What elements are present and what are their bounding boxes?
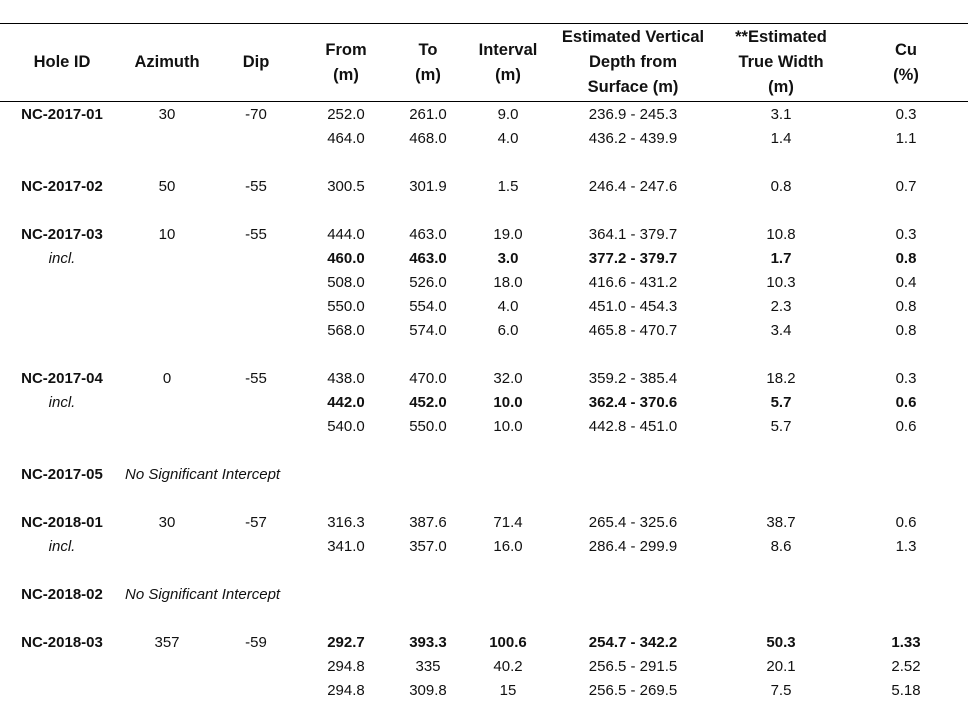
hole-id-cell: NC-2017-03 xyxy=(21,226,103,243)
azimuth-cell: 50 xyxy=(158,178,176,195)
to-cell: 554.0 xyxy=(409,298,447,315)
interval-cell: 6.0 xyxy=(497,322,519,339)
to-cell: 470.0 xyxy=(409,370,447,387)
dip-cell: -59 xyxy=(245,634,267,651)
table-row xyxy=(0,127,968,151)
depth-cell: 436.2 - 439.9 xyxy=(588,130,678,147)
header-line: Surface (m) xyxy=(587,78,679,96)
depth-cell: 465.8 - 470.7 xyxy=(588,322,678,339)
header-line: (m) xyxy=(495,65,521,84)
hole-id-cell: NC-2017-05 xyxy=(21,466,103,483)
from-cell: 341.0 xyxy=(327,538,365,555)
true-width-cell: 5.7 xyxy=(770,394,792,411)
dip-cell: -55 xyxy=(245,226,267,243)
table-row xyxy=(0,511,968,535)
depth-cell: 451.0 - 454.3 xyxy=(588,298,678,315)
from-cell: 460.0 xyxy=(327,250,365,267)
dip-cell: -55 xyxy=(245,178,267,195)
interval-cell: 10.0 xyxy=(493,418,523,435)
header-line: Dip xyxy=(242,53,270,71)
true-width-cell: 20.1 xyxy=(766,658,796,675)
cu-cell: 1.1 xyxy=(895,130,917,147)
table-row xyxy=(0,367,968,391)
table-row xyxy=(0,391,968,415)
table-row xyxy=(0,223,968,247)
dip-cell: -55 xyxy=(245,370,267,387)
table-row xyxy=(0,679,968,703)
depth-cell: 236.9 - 245.3 xyxy=(588,106,678,123)
to-cell: 452.0 xyxy=(409,394,447,411)
interval-cell: 71.4 xyxy=(493,514,523,531)
from-cell: 292.7 xyxy=(327,634,365,651)
interval-cell: 3.0 xyxy=(497,250,519,267)
depth-cell: 246.4 - 247.6 xyxy=(588,178,678,195)
no-significant-intercept-note: No Significant Intercept xyxy=(125,586,281,603)
to-cell: 463.0 xyxy=(409,226,447,243)
from-cell: 444.0 xyxy=(327,226,365,243)
interval-cell: 40.2 xyxy=(493,658,523,675)
table-row xyxy=(0,295,968,319)
header-line: (m) xyxy=(415,65,441,84)
header-from xyxy=(302,24,390,101)
depth-cell: 359.2 - 385.4 xyxy=(588,370,678,387)
cu-cell: 5.18 xyxy=(891,682,921,699)
header-to xyxy=(390,24,466,101)
header-true-width xyxy=(716,24,846,101)
from-cell: 550.0 xyxy=(327,298,365,315)
cu-cell: 1.3 xyxy=(895,538,917,555)
depth-cell: 442.8 - 451.0 xyxy=(588,418,678,435)
header-line: True Width xyxy=(738,53,824,71)
from-cell: 464.0 xyxy=(327,130,365,147)
hole-id-cell: NC-2017-01 xyxy=(21,106,103,123)
interval-cell: 15 xyxy=(499,682,517,699)
to-cell: 468.0 xyxy=(409,130,447,147)
to-cell: 357.0 xyxy=(409,538,447,555)
hole-id-cell: NC-2018-02 xyxy=(21,586,103,603)
hole-id-cell: NC-2017-04 xyxy=(21,370,103,387)
depth-cell: 265.4 - 325.6 xyxy=(588,514,678,531)
from-cell: 540.0 xyxy=(327,418,365,435)
to-cell: 393.3 xyxy=(409,634,447,651)
azimuth-cell: 30 xyxy=(158,106,176,123)
to-cell: 335 xyxy=(415,658,441,675)
hole-id-cell: NC-2018-03 xyxy=(21,634,103,651)
dip-cell: -57 xyxy=(245,514,267,531)
from-cell: 316.3 xyxy=(327,514,365,531)
table-row xyxy=(0,631,968,655)
table-row xyxy=(0,655,968,679)
from-cell: 442.0 xyxy=(327,394,365,411)
included-label: incl. xyxy=(48,538,76,555)
interval-cell: 9.0 xyxy=(497,106,519,123)
true-width-cell: 50.3 xyxy=(766,634,796,651)
cu-cell: 0.8 xyxy=(895,298,917,315)
true-width-cell: 1.7 xyxy=(770,250,792,267)
header-line: **Estimated xyxy=(735,28,827,46)
table-row xyxy=(0,175,968,199)
cu-cell: 1.33 xyxy=(891,634,921,651)
header-dip xyxy=(210,24,302,101)
cu-cell: 0.8 xyxy=(895,322,917,339)
cu-cell: 0.4 xyxy=(895,274,917,291)
depth-cell: 377.2 - 379.7 xyxy=(588,250,678,267)
dip-cell: -70 xyxy=(245,106,267,123)
interval-cell: 100.6 xyxy=(489,634,527,651)
depth-cell: 364.1 - 379.7 xyxy=(588,226,678,243)
cu-cell: 0.8 xyxy=(895,250,917,267)
header-interval xyxy=(466,24,550,101)
depth-cell: 254.7 - 342.2 xyxy=(588,634,678,651)
included-label: incl. xyxy=(48,394,76,411)
header-line: Depth from xyxy=(589,53,677,71)
table-row xyxy=(0,103,968,127)
interval-cell: 32.0 xyxy=(493,370,523,387)
interval-cell: 10.0 xyxy=(493,394,523,411)
true-width-cell: 3.1 xyxy=(770,106,792,123)
true-width-cell: 5.7 xyxy=(770,418,792,435)
depth-cell: 362.4 - 370.6 xyxy=(588,394,678,411)
interval-cell: 16.0 xyxy=(493,538,523,555)
cu-cell: 0.3 xyxy=(895,106,917,123)
azimuth-cell: 0 xyxy=(162,370,172,387)
interval-cell: 4.0 xyxy=(497,298,519,315)
from-cell: 300.5 xyxy=(327,178,365,195)
to-cell: 309.8 xyxy=(409,682,447,699)
header-bottom-rule xyxy=(0,101,968,102)
hole-id-cell: NC-2017-02 xyxy=(21,178,103,195)
true-width-cell: 10.3 xyxy=(766,274,796,291)
depth-cell: 256.5 - 291.5 xyxy=(588,658,678,675)
header-line: (m) xyxy=(768,78,794,96)
cu-cell: 0.6 xyxy=(895,418,917,435)
true-width-cell: 7.5 xyxy=(770,682,792,699)
cu-cell: 0.3 xyxy=(895,226,917,243)
no-significant-intercept-note: No Significant Intercept xyxy=(125,466,281,483)
true-width-cell: 8.6 xyxy=(770,538,792,555)
header-line: To xyxy=(418,40,438,59)
from-cell: 294.8 xyxy=(327,658,365,675)
cu-cell: 0.6 xyxy=(895,394,917,411)
header-line: Interval xyxy=(478,40,538,59)
table-row xyxy=(0,247,968,271)
table-row xyxy=(0,583,968,607)
header-cu xyxy=(846,24,966,101)
from-cell: 252.0 xyxy=(327,106,365,123)
azimuth-cell: 357 xyxy=(154,634,180,651)
azimuth-cell: 10 xyxy=(158,226,176,243)
true-width-cell: 3.4 xyxy=(770,322,792,339)
to-cell: 526.0 xyxy=(409,274,447,291)
interval-cell: 19.0 xyxy=(493,226,523,243)
hole-id-cell: NC-2018-01 xyxy=(21,514,103,531)
cu-cell: 2.52 xyxy=(891,658,921,675)
azimuth-cell: 30 xyxy=(158,514,176,531)
interval-cell: 18.0 xyxy=(493,274,523,291)
true-width-cell: 10.8 xyxy=(766,226,796,243)
header-line: Azimuth xyxy=(134,53,200,71)
depth-cell: 416.6 - 431.2 xyxy=(588,274,678,291)
included-label: incl. xyxy=(48,250,76,267)
depth-cell: 286.4 - 299.9 xyxy=(588,538,678,555)
header-vertical-depth xyxy=(550,24,716,101)
interval-cell: 4.0 xyxy=(497,130,519,147)
to-cell: 550.0 xyxy=(409,418,447,435)
header-line: From xyxy=(325,40,367,59)
true-width-cell: 1.4 xyxy=(770,130,792,147)
interval-cell: 1.5 xyxy=(497,178,519,195)
table-row xyxy=(0,463,968,487)
from-cell: 438.0 xyxy=(327,370,365,387)
cu-cell: 0.6 xyxy=(895,514,917,531)
header-line: Cu xyxy=(895,40,917,59)
from-cell: 294.8 xyxy=(327,682,365,699)
table-row xyxy=(0,535,968,559)
header-line: Estimated Vertical xyxy=(561,28,705,46)
cu-cell: 0.3 xyxy=(895,370,917,387)
to-cell: 301.9 xyxy=(409,178,447,195)
header-line: (%) xyxy=(893,65,919,84)
depth-cell: 256.5 - 269.5 xyxy=(588,682,678,699)
header-line: (m) xyxy=(333,65,359,84)
to-cell: 463.0 xyxy=(409,250,447,267)
from-cell: 508.0 xyxy=(327,274,365,291)
table-row xyxy=(0,319,968,343)
true-width-cell: 0.8 xyxy=(770,178,792,195)
header-line: Hole ID xyxy=(33,53,91,71)
to-cell: 387.6 xyxy=(409,514,447,531)
header-azimuth xyxy=(124,24,210,101)
table-row xyxy=(0,271,968,295)
true-width-cell: 2.3 xyxy=(770,298,792,315)
header-hole-id xyxy=(0,24,124,101)
cu-cell: 0.7 xyxy=(895,178,917,195)
table-row xyxy=(0,415,968,439)
to-cell: 574.0 xyxy=(409,322,447,339)
to-cell: 261.0 xyxy=(409,106,447,123)
true-width-cell: 38.7 xyxy=(766,514,796,531)
from-cell: 568.0 xyxy=(327,322,365,339)
true-width-cell: 18.2 xyxy=(766,370,796,387)
